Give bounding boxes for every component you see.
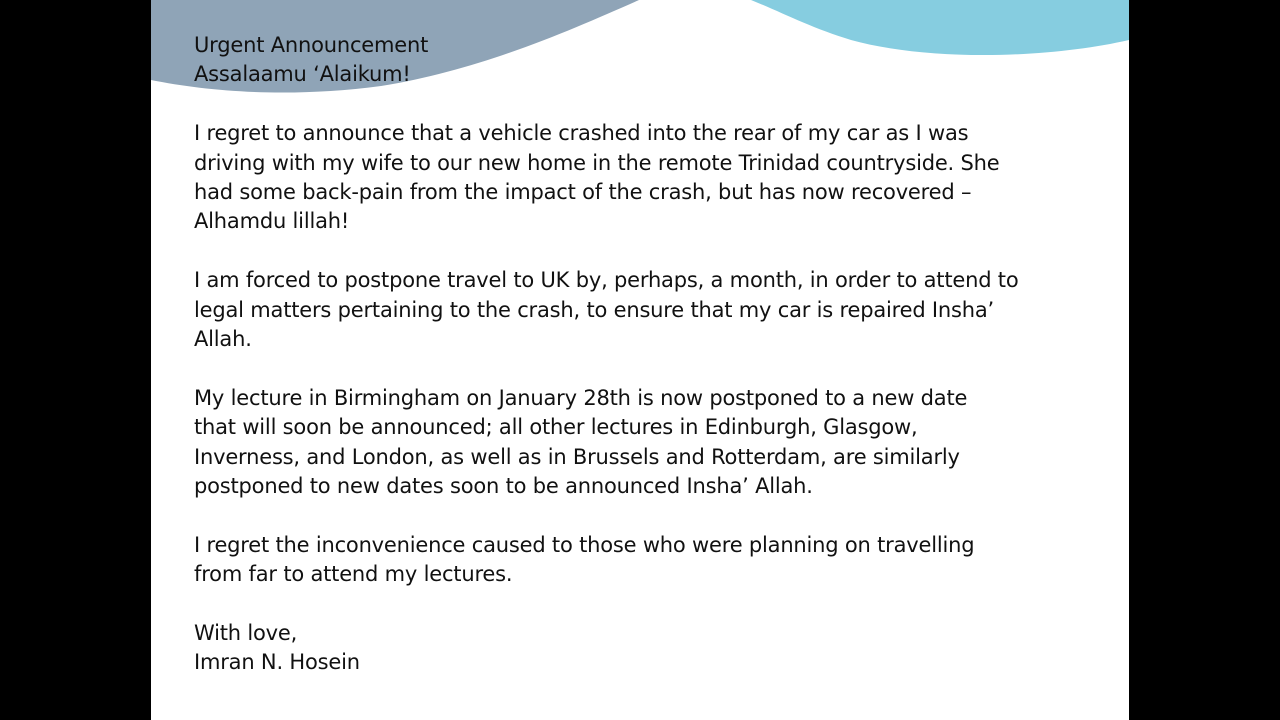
paragraph-2-line-1: I am forced to postpone travel to UK by, perhaps, a month, in order to attend to <box>194 268 1019 293</box>
paragraph-2-line-3: Allah. <box>194 327 252 352</box>
paragraph-1-line-2: driving with my wife to our new home in the remote Trinidad countryside. She <box>194 150 1000 175</box>
paragraph-1-line-1: I regret to announce that a vehicle crashed into the rear of my car as I was <box>194 121 969 146</box>
paragraph-3-line-1: My lecture in Birmingham on January 28th is now postponed to a new date <box>194 385 968 410</box>
greeting: Assalaamu ‘Alaikum! <box>194 62 411 87</box>
paragraph-spacer <box>194 590 1094 619</box>
paragraph-3-line-4: postponed to new dates soon to be announced Insha’ Allah. <box>194 474 813 499</box>
paragraph-2-line-2: legal matters pertaining to the crash, to ensure that my car is repaired Insha’ <box>194 297 995 322</box>
signature-name: Imran N. Hosein <box>194 650 360 675</box>
announcement-text <box>194 31 1094 678</box>
announcement-title: Urgent Announcement <box>194 33 429 57</box>
paragraph-spacer <box>194 354 1094 383</box>
paragraph-spacer <box>194 501 1094 530</box>
paragraph-4-line-2: from far to attend my lectures. <box>194 562 513 587</box>
paragraph-spacer <box>194 90 1094 119</box>
paragraph-1-line-4: Alhamdu lillah! <box>194 209 350 234</box>
paragraph-1-line-3: had some back-pain from the impact of the crash, but has now recovered – <box>194 180 972 205</box>
paragraph-4-line-1: I regret the inconvenience caused to those who were planning on travelling <box>194 532 975 557</box>
closing-salutation: With love, <box>194 621 298 646</box>
paragraph-spacer <box>194 237 1094 266</box>
announcement-slide <box>151 0 1129 720</box>
paragraph-3-line-3: Inverness, and London, as well as in Brussels and Rotterdam, are similarly <box>194 444 960 469</box>
paragraph-3-line-2: that will soon be announced; all other lectures in Edinburgh, Glasgow, <box>194 415 918 440</box>
